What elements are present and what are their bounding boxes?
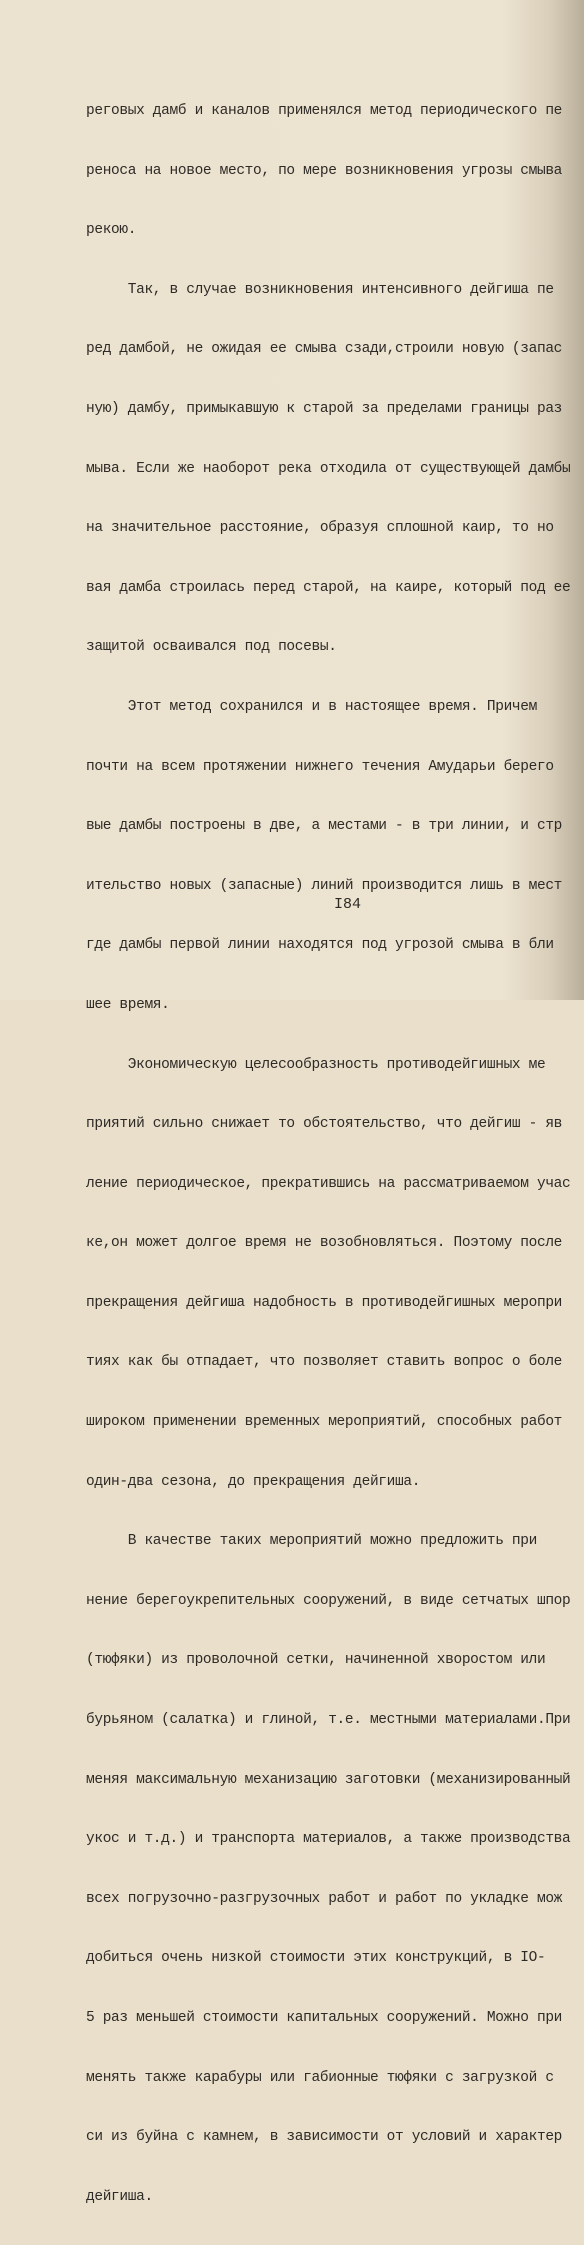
text-line: один-два сезона, до прекращения дейгиша. xyxy=(86,1473,421,1490)
text-line: менять также карабуры или габионные тюфяки с загрузкой с xyxy=(86,2069,554,2086)
text-line: ке,он может долгое время не возобновляться. Поэтому после xyxy=(86,1235,563,1252)
text-line: вая дамба строилась перед старой, на каире, который под ее xyxy=(86,579,571,596)
text-line: ление периодическое, прекратившись на рассматриваемом учас xyxy=(86,1175,571,1192)
text-line: ред дамбой, не ожидая ее смыва сзади,строили новую (запас xyxy=(86,341,563,358)
text-line: меняя максимальную механизацию заготовки (механизированный xyxy=(86,1771,571,1788)
text-line: Экономическую целесообразность противодейгишных ме xyxy=(86,1056,546,1073)
text-line: прекращения дейгиша надобность в противодейгишных меропри xyxy=(86,1294,563,1311)
text-line: Этот метод сохранился и в настоящее время. Причем xyxy=(86,698,537,715)
text-line: нение берегоукрепительных сооружений, в виде сетчатых шпор xyxy=(86,1592,571,1609)
text-line: мыва. Если же наоборот река отходила от существующей дамбы xyxy=(86,460,571,477)
text-line: Так, в случае возникновения интенсивного дейгиша пе xyxy=(86,281,554,298)
text-line: си из буйна с камнем, в зависимости от условий и характер xyxy=(86,2129,563,2146)
document-text xyxy=(86,64,584,2245)
text-line: защитой осваивался под посевы. xyxy=(86,639,337,656)
text-line: (тюфяки) из проволочной сетки, начиненной хворостом или xyxy=(86,1652,546,1669)
text-line: шее время. xyxy=(86,996,170,1013)
text-line: 5 раз меньшей стоимости капитальных сооружений. Можно при xyxy=(86,2010,563,2026)
text-line: укос и т.д.) и транспорта материалов, а также производства xyxy=(86,1831,571,1848)
text-line: ительство новых (запасные) линий производится лишь в мест xyxy=(86,877,563,894)
text-line: добиться очень низкой стоимости этих конструкций, в IO- xyxy=(86,1950,546,1967)
text-line: В качестве таких мероприятий можно предложить при xyxy=(86,1533,537,1550)
text-line: бурьяном (салатка) и глиной, т.е. местными материалами.При xyxy=(86,1712,571,1729)
text-line: тиях как бы отпадает, что позволяет ставить вопрос о боле xyxy=(86,1354,563,1371)
text-line: широком применении временных мероприятий, способных работ xyxy=(86,1414,563,1431)
page-number: I84 xyxy=(334,896,362,913)
text-line: на значительное расстояние, образуя сплошной каир, то но xyxy=(86,520,554,537)
text-line: реноса на новое место, по мере возникновения угрозы смыва xyxy=(86,162,563,179)
text-line: реговых дамб и каналов применялся метод периодического пе xyxy=(86,103,563,119)
text-line: рекою. xyxy=(86,222,137,239)
text-line: вые дамбы построены в две, а местами - в три линии, и стр xyxy=(86,818,563,835)
text-line: всех погрузочно-разгрузочных работ и работ по укладке мож xyxy=(86,1890,563,1907)
text-line: почти на всем протяжении нижнего течения Амударьи берего xyxy=(86,758,554,775)
text-line: где дамбы первой линии находятся под угрозой смыва в бли xyxy=(86,937,554,954)
text-line: ную) дамбу, примыкавшую к старой за пределами границы раз xyxy=(86,400,563,417)
text-line: приятий сильно снижает то обстоятельство, что дейгиш - яв xyxy=(86,1116,563,1133)
text-line: дейгиша. xyxy=(86,2188,153,2205)
